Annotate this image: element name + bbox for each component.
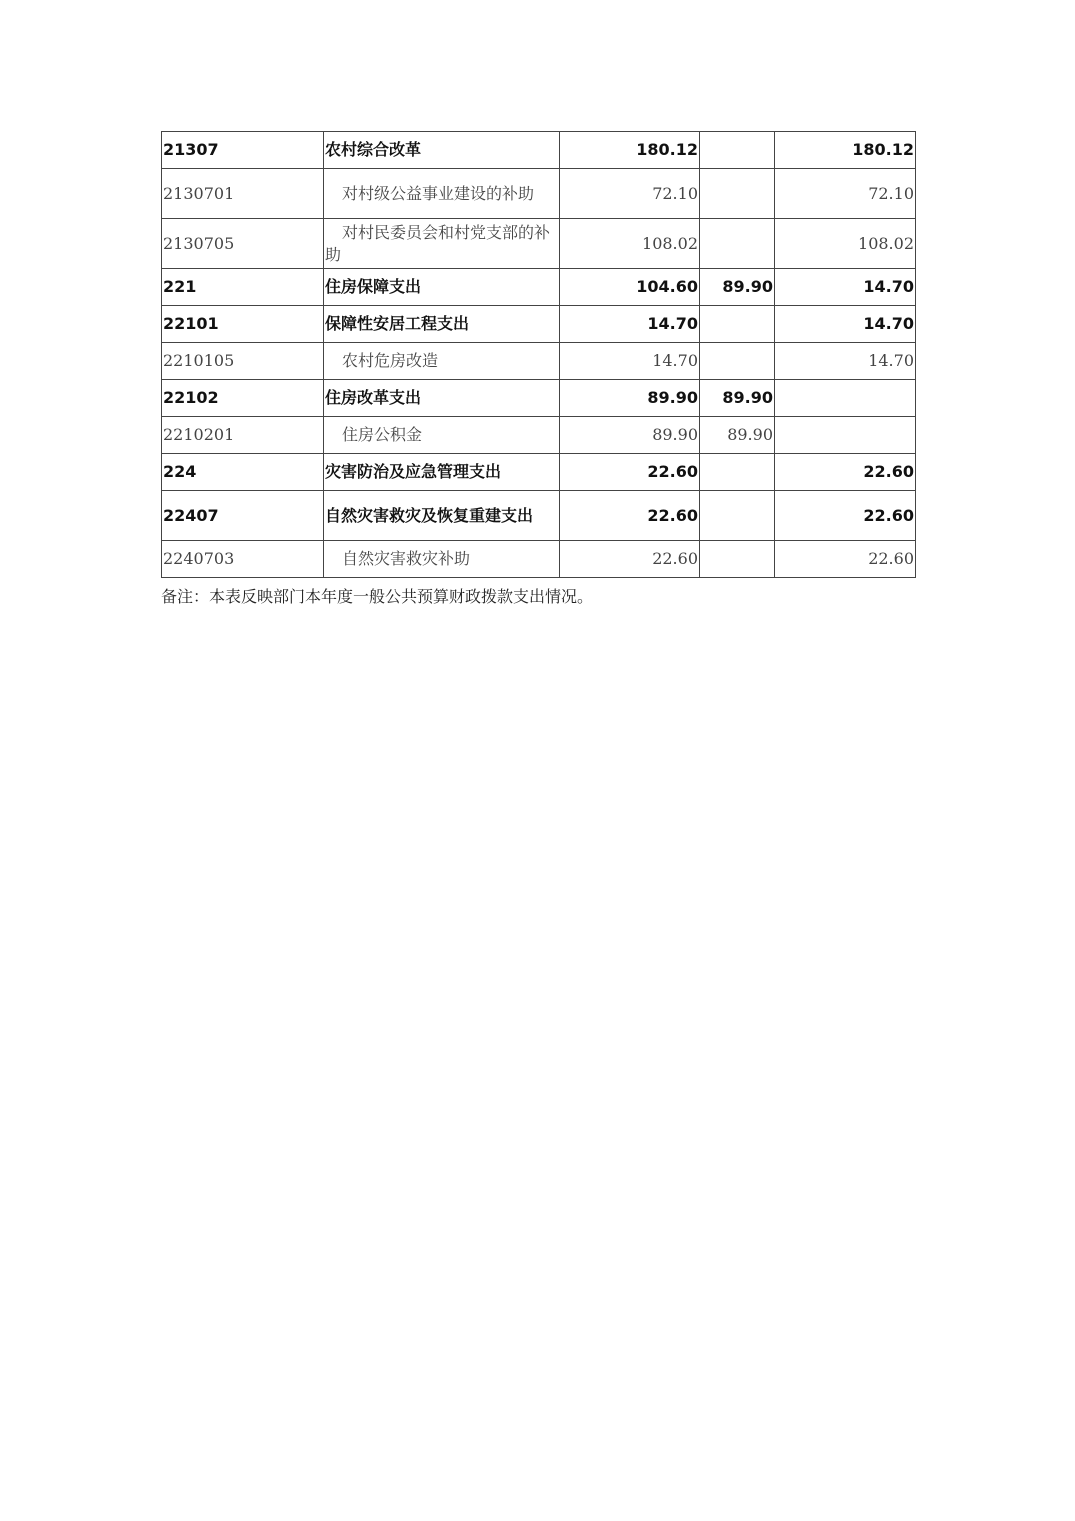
table-row: [162, 380, 916, 417]
subject-name-label: 自然灾害救灾及恢复重建支出: [325, 505, 534, 525]
subject-name-cell: [324, 380, 560, 417]
total-amount-cell: 104.60: [560, 269, 700, 306]
total-amount-cell: 14.70: [560, 306, 700, 343]
project-expenditure-cell: 14.70: [775, 269, 916, 306]
subject-code-cell: 221: [162, 269, 324, 306]
basic-expenditure-cell: [700, 343, 775, 380]
subject-name-label: 对村民委员会和村党支部的补助: [325, 222, 551, 264]
subject-code-cell: 224: [162, 454, 324, 491]
subject-name-label: 住房改革支出: [325, 388, 422, 407]
subject-name-label: 保障性安居工程支出: [325, 314, 470, 333]
subject-name-label: 自然灾害救灾补助: [342, 549, 471, 568]
subject-code-cell: 22102: [162, 380, 324, 417]
subject-code-cell: 2210201: [162, 417, 324, 454]
basic-expenditure-cell: [700, 541, 775, 578]
basic-expenditure-cell: [700, 132, 775, 169]
project-expenditure-cell: [775, 380, 916, 417]
project-expenditure-cell: 108.02: [775, 219, 916, 269]
subject-name-cell: [324, 491, 560, 541]
total-amount-cell: 14.70: [560, 343, 700, 380]
project-expenditure-cell: 22.60: [775, 541, 916, 578]
total-amount-cell: 22.60: [560, 454, 700, 491]
basic-expenditure-cell: [700, 219, 775, 269]
subject-name-cell: [324, 417, 560, 454]
subject-name-cell: [324, 269, 560, 306]
subject-name-cell: [324, 541, 560, 578]
project-expenditure-cell: 72.10: [775, 169, 916, 219]
subject-name-cell: [324, 343, 560, 380]
subject-name-cell: [324, 132, 560, 169]
table-row: [162, 269, 916, 306]
table-row: [162, 306, 916, 343]
project-expenditure-cell: 14.70: [775, 306, 916, 343]
total-amount-cell: 89.90: [560, 417, 700, 454]
subject-code-cell: 22101: [162, 306, 324, 343]
subject-code-cell: 21307: [162, 132, 324, 169]
expenditure-table: [161, 131, 916, 578]
project-expenditure-cell: [775, 417, 916, 454]
table-row: [162, 343, 916, 380]
basic-expenditure-cell: 89.90: [700, 269, 775, 306]
subject-name-label: 对村级公益事业建设的补助: [342, 183, 535, 203]
project-expenditure-cell: 180.12: [775, 132, 916, 169]
table-row: [162, 417, 916, 454]
subject-name-cell: [324, 169, 560, 219]
basic-expenditure-cell: [700, 169, 775, 219]
subject-code-cell: 2210105: [162, 343, 324, 380]
basic-expenditure-cell: [700, 491, 775, 541]
subject-name-label: 住房公积金: [342, 425, 423, 444]
project-expenditure-cell: 22.60: [775, 454, 916, 491]
subject-code-cell: 2130705: [162, 219, 324, 269]
table-row: [162, 491, 916, 541]
subject-code-cell: 22407: [162, 491, 324, 541]
basic-expenditure-cell: 89.90: [700, 380, 775, 417]
table-row: [162, 454, 916, 491]
table-row: [162, 219, 916, 269]
subject-name-label: 农村综合改革: [325, 140, 422, 159]
total-amount-cell: 108.02: [560, 219, 700, 269]
subject-code-cell: 2130701: [162, 169, 324, 219]
table-row: [162, 132, 916, 169]
subject-code-cell: 2240703: [162, 541, 324, 578]
basic-expenditure-cell: [700, 306, 775, 343]
total-amount-cell: 22.60: [560, 541, 700, 578]
total-amount-cell: 89.90: [560, 380, 700, 417]
project-expenditure-cell: 22.60: [775, 491, 916, 541]
subject-name-cell: [324, 454, 560, 491]
subject-name-label: 农村危房改造: [342, 351, 439, 370]
subject-name-cell: [324, 219, 560, 269]
basic-expenditure-cell: 89.90: [700, 417, 775, 454]
total-amount-cell: 72.10: [560, 169, 700, 219]
basic-expenditure-cell: [700, 454, 775, 491]
table-body: [162, 132, 916, 578]
subject-name-label: 住房保障支出: [325, 277, 422, 296]
table-remark: 备注：本表反映部门本年度一般公共预算财政拨款支出情况。: [161, 587, 594, 606]
project-expenditure-cell: 14.70: [775, 343, 916, 380]
subject-name-cell: [324, 306, 560, 343]
document-page: [161, 131, 915, 608]
subject-name-label: 灾害防治及应急管理支出: [325, 462, 502, 481]
table-row: [162, 541, 916, 578]
total-amount-cell: 180.12: [560, 132, 700, 169]
total-amount-cell: 22.60: [560, 491, 700, 541]
table-row: [162, 169, 916, 219]
